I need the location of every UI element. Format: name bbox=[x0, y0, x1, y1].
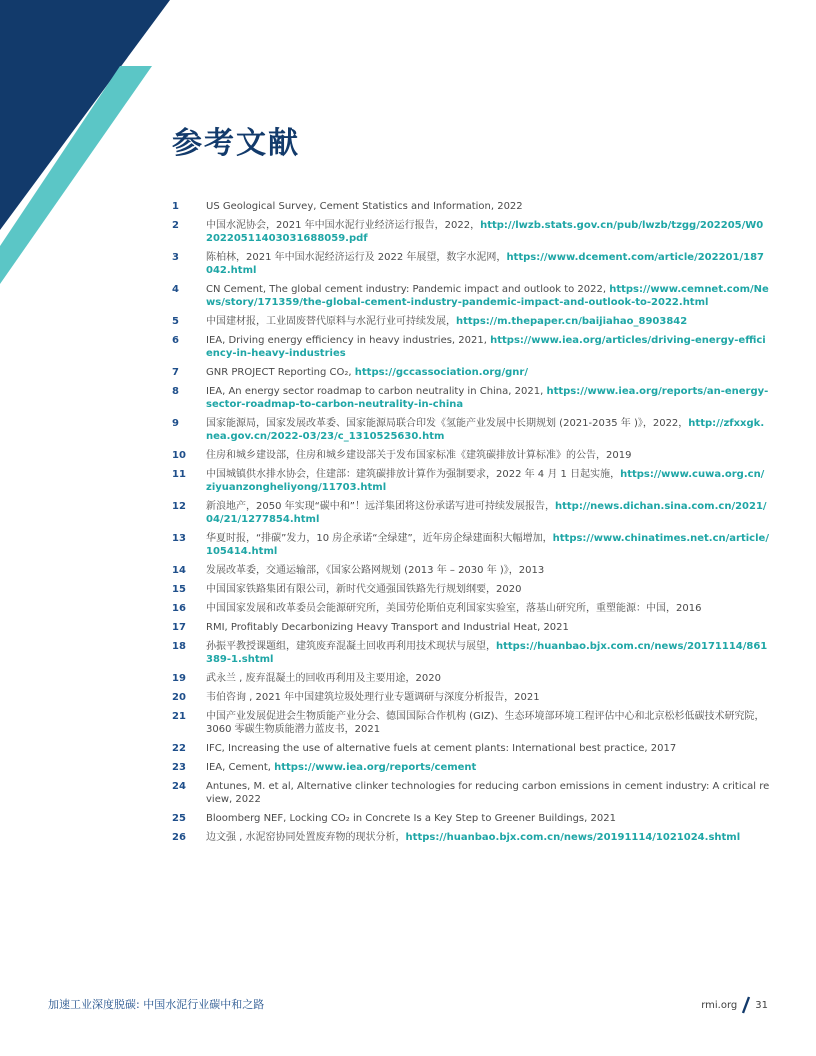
reference-item bbox=[172, 251, 770, 277]
reference-item bbox=[172, 710, 770, 736]
reference-number: 16 bbox=[172, 603, 186, 614]
reference-link[interactable]: https://www.cemnet.com/News/story/171359/the-global-cement-industry-pandemic-impact-and-outlook-to-2022.html bbox=[206, 284, 769, 308]
reference-number: 12 bbox=[172, 501, 186, 512]
reference-item bbox=[172, 200, 770, 213]
reference-text: 边文强 , 水泥窑协同处置废弃物的现状分析， bbox=[206, 832, 406, 843]
reference-body bbox=[206, 710, 770, 736]
reference-number: 6 bbox=[172, 335, 179, 346]
reference-number: 11 bbox=[172, 469, 186, 480]
reference-text: IEA, Driving energy efficiency in heavy industries, 2021, bbox=[206, 335, 491, 346]
footer-site[interactable]: rmi.org bbox=[701, 999, 738, 1011]
reference-item bbox=[172, 500, 770, 526]
reference-text: 中国产业发展促进会生物质能产业分会、德国国际合作机构 (GIZ)、生态环境部环境工程评估中心和北京松杉低碳技术研究院，3060 零碳生物质能潜力蓝皮书，2021 bbox=[206, 711, 765, 735]
reference-link[interactable]: https://gccassociation.org/gnr/ bbox=[354, 367, 528, 378]
reference-text: 发展改革委，交通运输部，《国家公路网规划 (2013 年 – 2030 年 )》，2013 bbox=[206, 565, 545, 576]
reference-text: 武永兰 , 废弃混凝土的回收再利用及主要用途，2020 bbox=[206, 673, 441, 684]
reference-text: RMI, Profitably Decarbonizing Heavy Transport and Industrial Heat, 2021 bbox=[206, 622, 569, 633]
slash-divider-icon bbox=[739, 996, 753, 1014]
reference-item bbox=[172, 761, 770, 774]
reference-item bbox=[172, 449, 770, 462]
reference-item bbox=[172, 366, 770, 379]
reference-link[interactable]: https://www.iea.org/reports/cement bbox=[274, 762, 477, 773]
reference-text: CN Cement, The global cement industry: Pandemic impact and outlook to 2022, bbox=[206, 284, 610, 295]
reference-link[interactable]: https://www.cuwa.org.cn/ziyuanzongheliyong/11703.html bbox=[206, 469, 765, 493]
reference-item bbox=[172, 219, 770, 245]
reference-body bbox=[206, 334, 770, 360]
reference-body bbox=[206, 251, 770, 277]
reference-item bbox=[172, 672, 770, 685]
reference-body bbox=[206, 366, 770, 379]
reference-number: 7 bbox=[172, 367, 179, 378]
reference-item bbox=[172, 564, 770, 577]
reference-body bbox=[206, 417, 770, 443]
reference-item bbox=[172, 532, 770, 558]
footer-page-number: 31 bbox=[755, 999, 768, 1011]
reference-body bbox=[206, 315, 770, 328]
reference-text: 华夏时报，“排碳”发力，10 房企承诺“全绿建”，近年房企绿建面积大幅增加， bbox=[206, 533, 553, 544]
reference-body bbox=[206, 602, 770, 615]
reference-body bbox=[206, 672, 770, 685]
reference-item bbox=[172, 468, 770, 494]
reference-number: 14 bbox=[172, 565, 186, 576]
reference-link[interactable]: https://www.iea.org/reports/an-energy-sector-roadmap-to-carbon-neutrality-in-china bbox=[206, 386, 769, 410]
reference-text: 中国建材报，工业固废替代原料与水泥行业可持续发展， bbox=[206, 316, 456, 327]
reference-body bbox=[206, 564, 770, 577]
reference-number: 21 bbox=[172, 711, 186, 722]
reference-text: 国家能源局，国家发展改革委、国家能源局联合印发《氢能产业发展中长期规划 (2021-2035 年 )》，2022， bbox=[206, 418, 689, 429]
reference-link[interactable]: http://lwzb.stats.gov.cn/pub/lwzb/tzgg/202205/W020220511403031688059.pdf bbox=[206, 220, 764, 244]
reference-body bbox=[206, 761, 770, 774]
reference-number: 5 bbox=[172, 316, 179, 327]
reference-item bbox=[172, 780, 770, 806]
reference-item bbox=[172, 640, 770, 666]
reference-text: 中国国家发展和改革委员会能源研究所，美国劳伦斯伯克利国家实验室，落基山研究所，重塑能源：中国，2016 bbox=[206, 603, 702, 614]
reference-item bbox=[172, 334, 770, 360]
reference-number: 25 bbox=[172, 813, 186, 824]
reference-body bbox=[206, 200, 770, 213]
reference-number: 17 bbox=[172, 622, 186, 633]
reference-text: 孙振平教授课题组，建筑废弃混凝土回收再利用技术现状与展望， bbox=[206, 641, 496, 652]
footer-report-title: 加速工业深度脱碳: 中国水泥行业碳中和之路 bbox=[48, 998, 265, 1011]
reference-body bbox=[206, 532, 770, 558]
reference-item bbox=[172, 283, 770, 309]
reference-number: 20 bbox=[172, 692, 186, 703]
reference-number: 26 bbox=[172, 832, 186, 843]
reference-body bbox=[206, 742, 770, 755]
reference-item bbox=[172, 583, 770, 596]
reference-body bbox=[206, 583, 770, 596]
reference-item bbox=[172, 831, 770, 844]
reference-body bbox=[206, 500, 770, 526]
reference-body bbox=[206, 621, 770, 634]
reference-link[interactable]: https://huanbao.bjx.com.cn/news/20171114/861389-1.shtml bbox=[206, 641, 768, 665]
reference-number: 22 bbox=[172, 743, 186, 754]
reference-text: 住房和城乡建设部，住房和城乡建设部关于发布国家标准《建筑碳排放计算标准》的公告，2019 bbox=[206, 450, 632, 461]
reference-number: 23 bbox=[172, 762, 186, 773]
reference-body bbox=[206, 831, 770, 844]
reference-item bbox=[172, 385, 770, 411]
reference-text: IEA, Cement, bbox=[206, 762, 275, 773]
reference-body bbox=[206, 691, 770, 704]
reference-text: 陈柏林，2021 年中国水泥经济运行及 2022 年展望，数字水泥网， bbox=[206, 252, 507, 263]
reference-item bbox=[172, 417, 770, 443]
reference-body bbox=[206, 449, 770, 462]
reference-text: Bloomberg NEF, Locking CO₂ in Concrete Is a Key Step to Greener Buildings, 2021 bbox=[206, 813, 616, 824]
reference-text: 中国国家铁路集团有限公司，新时代交通强国铁路先行规划纲要，2020 bbox=[206, 584, 522, 595]
reference-link[interactable]: https://huanbao.bjx.com.cn/news/20191114/1021024.shtml bbox=[405, 832, 741, 843]
reference-number: 1 bbox=[172, 201, 179, 212]
page-title: 参考文献 bbox=[172, 126, 300, 161]
reference-body bbox=[206, 385, 770, 411]
reference-link[interactable]: https://www.iea.org/articles/driving-energy-efficiency-in-heavy-industries bbox=[206, 335, 766, 359]
reference-item bbox=[172, 315, 770, 328]
reference-text: 新浪地产，2050 年实现“碳中和”！远洋集团将这份承诺写进可持续发展报告， bbox=[206, 501, 555, 512]
reference-number: 4 bbox=[172, 284, 179, 295]
reference-text: 中国水泥协会，2021 年中国水泥行业经济运行报告，2022， bbox=[206, 220, 481, 231]
reference-body bbox=[206, 812, 770, 825]
reference-item bbox=[172, 621, 770, 634]
reference-number: 18 bbox=[172, 641, 186, 652]
reference-number: 15 bbox=[172, 584, 186, 595]
reference-text: 韦伯咨询 , 2021 年中国建筑垃圾处理行业专题调研与深度分析报告，2021 bbox=[206, 692, 540, 703]
navy-corner-shape bbox=[0, 0, 170, 230]
reference-body bbox=[206, 468, 770, 494]
reference-item bbox=[172, 812, 770, 825]
reference-link[interactable]: https://m.thepaper.cn/baijiahao_8903842 bbox=[456, 316, 688, 327]
reference-list bbox=[172, 200, 770, 850]
teal-stripe-shape bbox=[0, 66, 152, 284]
reference-text: US Geological Survey, Cement Statistics and Information, 2022 bbox=[206, 201, 523, 212]
reference-body bbox=[206, 780, 770, 806]
reference-number: 9 bbox=[172, 418, 179, 429]
reference-item bbox=[172, 602, 770, 615]
reference-body bbox=[206, 283, 770, 309]
reference-text: IFC, Increasing the use of alternative fuels at cement plants: International best practice, 2017 bbox=[206, 743, 677, 754]
reference-link[interactable]: http://news.dichan.sina.com.cn/2021/04/21/1277854.html bbox=[206, 501, 767, 525]
reference-item bbox=[172, 742, 770, 755]
reference-number: 10 bbox=[172, 450, 186, 461]
reference-item bbox=[172, 691, 770, 704]
reference-text: 中国城镇供水排水协会，住建部：建筑碳排放计算作为强制要求，2022 年 4 月 1 日起实施， bbox=[206, 469, 621, 480]
reference-number: 19 bbox=[172, 673, 186, 684]
reference-number: 24 bbox=[172, 781, 186, 792]
reference-number: 3 bbox=[172, 252, 179, 263]
reference-number: 2 bbox=[172, 220, 179, 231]
reference-text: GNR PROJECT Reporting CO₂, bbox=[206, 367, 355, 378]
reference-number: 13 bbox=[172, 533, 186, 544]
reference-text: IEA, An energy sector roadmap to carbon neutrality in China, 2021, bbox=[206, 386, 547, 397]
reference-body bbox=[206, 640, 770, 666]
reference-link[interactable]: http://zfxxgk.nea.gov.cn/2022-03/23/c_1310525630.htm bbox=[206, 418, 765, 442]
reference-link[interactable]: https://www.dcement.com/article/202201/187042.html bbox=[206, 252, 764, 276]
reference-body bbox=[206, 219, 770, 245]
reference-text: Antunes, M. et al, Alternative clinker technologies for reducing carbon emissions in cement industry: A critical review, 2022 bbox=[206, 781, 770, 805]
footer-page-info bbox=[701, 996, 768, 1014]
reference-link[interactable]: https://www.chinatimes.net.cn/article/105414.html bbox=[206, 533, 769, 557]
reference-number: 8 bbox=[172, 386, 179, 397]
